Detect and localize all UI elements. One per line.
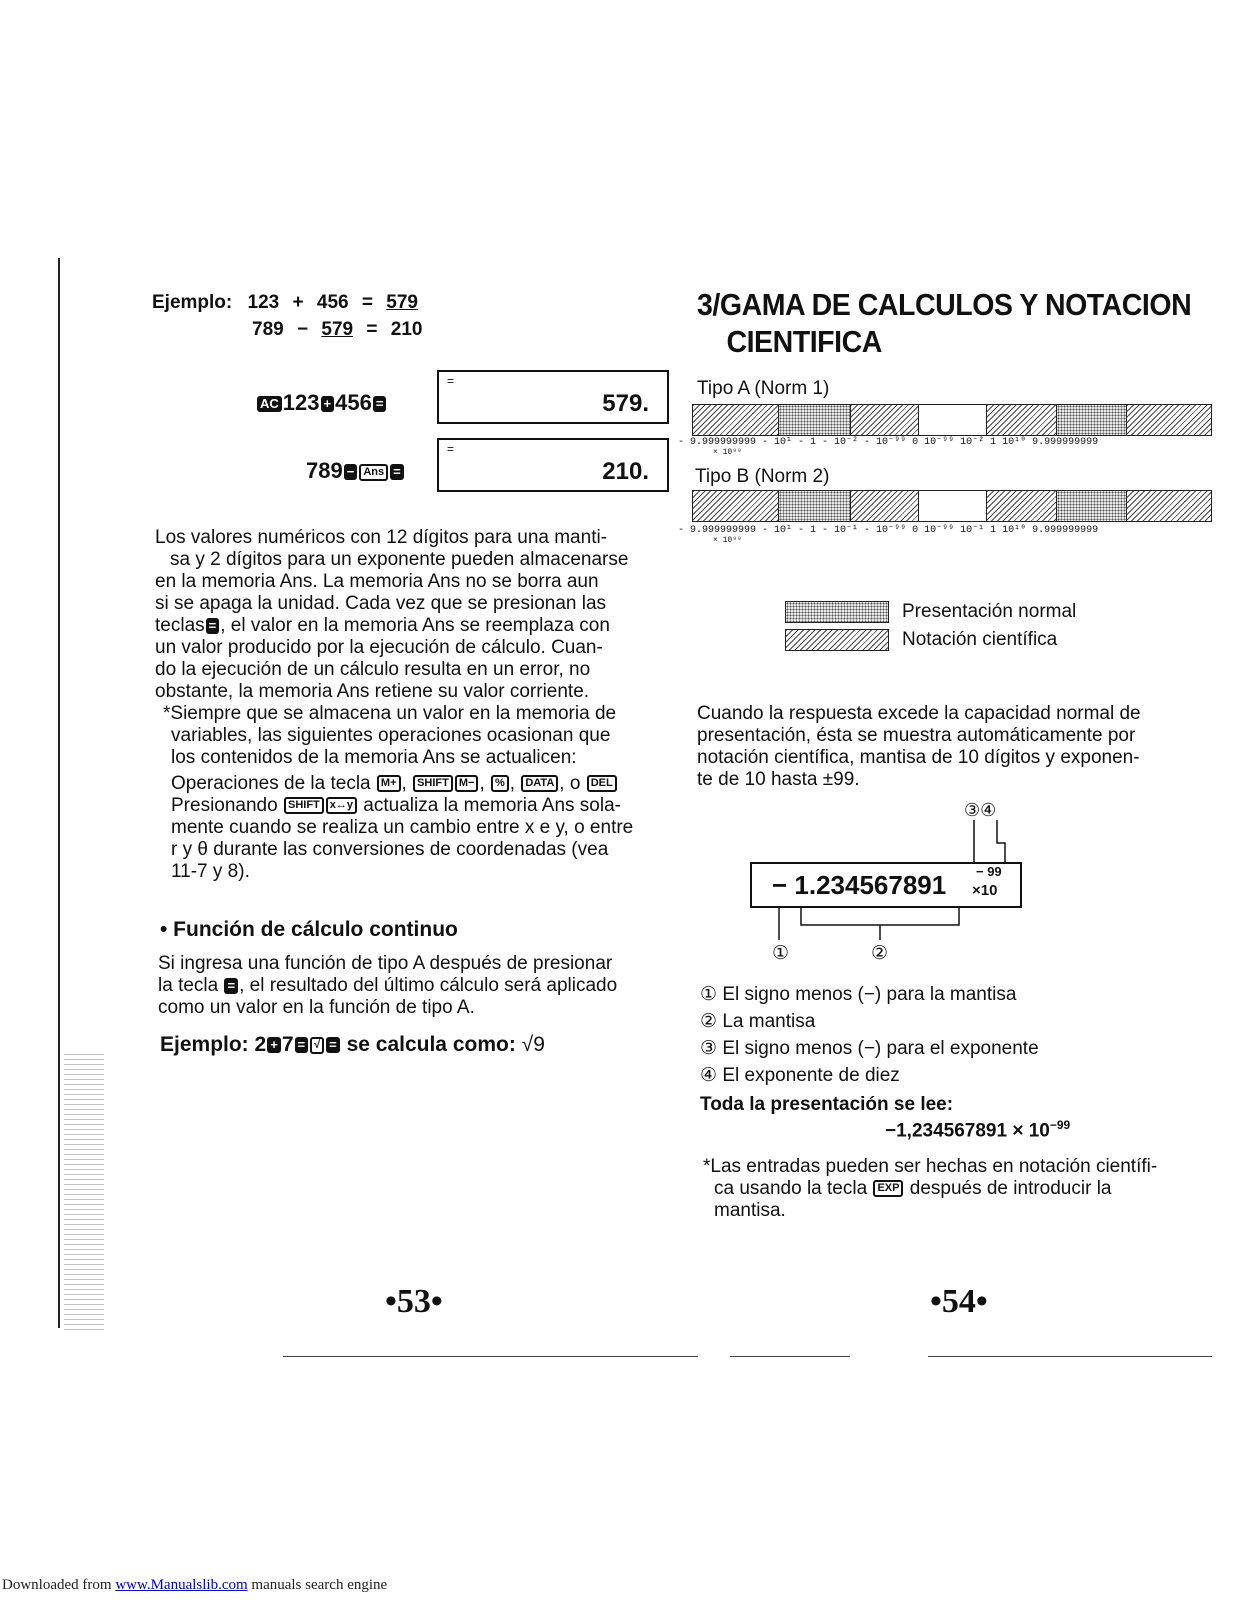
eq1-result: 579: [386, 292, 418, 313]
calculator-display-2: [437, 438, 669, 492]
shift-key-icon: SHIFT: [413, 775, 453, 792]
calculator-display-1: [437, 370, 669, 424]
para-line: notación científica, mantisa de 10 dígitos y exponen-: [697, 747, 1140, 768]
legend-num: ④: [700, 1065, 718, 1086]
callout-2: ②: [871, 943, 889, 964]
legend-item: El signo menos (−) para el exponente: [722, 1038, 1039, 1059]
type-a-scale-sub: × 10⁹⁹: [713, 448, 742, 457]
type-b-scale-sub: × 10⁹⁹: [713, 536, 742, 545]
section-title: [697, 286, 1191, 360]
ops-o: o: [569, 773, 581, 794]
example2-tail: se calcula como:: [346, 1033, 516, 1056]
keys1-n2: 456: [335, 390, 372, 415]
legend-num: ①: [700, 984, 718, 1005]
para1-line: en la memoria Ans. La memoria Ans no se borra aun: [155, 571, 599, 592]
press-line: mente cuando se realiza un cambio entre x e y, o entre: [171, 817, 634, 838]
read-value-text: −1,234567891 × 10: [885, 1120, 1050, 1142]
legend-item: El signo menos (−) para la mantisa: [722, 984, 1017, 1005]
note-line: ca usando la tecla: [714, 1178, 868, 1199]
example2-result: √9: [521, 1033, 545, 1056]
bullet-paragraph: *Siempre que se almacena un valor en la memoria de variables, las siguientes operaciones ocasionan que los contenidos de la memoria Ans se actualicen: Operaciones de la tecla M+ , SHIFT M− , % , DATA , o DEL Presionando SHIFT x↔y actualiza la memoria Ans sola- mente cuando se realiza un cambio entre x e y, o entre r y θ durante las conversiones de coordenadas (vea 11-7 y 8).: [163, 703, 678, 883]
plus-key-icon: +: [267, 1037, 281, 1053]
para1-line: do la ejecución de un cálculo resulta en un error, no: [155, 659, 591, 680]
ops-line: Operaciones de la tecla: [171, 773, 371, 794]
para1-line: el valor en la memoria Ans se reemplaza con: [230, 615, 610, 636]
eq2-b: 579: [321, 319, 354, 340]
continuous-calc-paragraph: Si ingresa una función de tipo A después de presionar la tecla = , el resultado del último cálculo será aplicado como un valor en la función de tipo A.: [158, 953, 678, 1019]
data-key-icon: DATA: [521, 775, 558, 792]
para1-line: obstante, la memoria Ans retiene su valor corriente.: [155, 681, 590, 702]
para2-line: Si ingresa una función de tipo A después de presionar: [158, 953, 613, 974]
legend-swatch-normal: [785, 601, 889, 623]
legend-num: ③: [700, 1038, 718, 1059]
bullet1-line: variables, las siguientes operaciones ocasionan que: [171, 725, 611, 746]
page-number-left: •53•: [385, 1283, 443, 1320]
percent-key-icon: %: [491, 775, 509, 792]
sci-exponent: − 99: [976, 864, 1002, 879]
example2-n2: 7: [281, 1033, 294, 1056]
legend-normal: Presentación normal: [902, 601, 1077, 622]
plus-key-icon: +: [321, 396, 335, 412]
type-b-scale: - 9.999999999 - 10¹ - 1 - 10⁻¹ - 10⁻⁹⁹ 0 10⁻⁹⁹ 10⁻¹ 1 10¹⁰ 9.999999999: [678, 525, 1099, 536]
eq1-b: 456: [316, 292, 349, 313]
note-line: *Las entradas pueden ser hechas en notación científi-: [703, 1156, 1158, 1177]
read-label: Toda la presentación se lee:: [700, 1094, 954, 1115]
callout-1: ①: [772, 943, 790, 964]
key-sequence-2: [306, 458, 405, 484]
exp-key-icon: EXP: [873, 1180, 903, 1197]
equals-key-icon: =: [326, 1037, 340, 1053]
sci-mantissa: − 1.234567891: [772, 870, 947, 900]
callout-3: ③: [964, 800, 981, 820]
para1-line: teclas: [155, 615, 205, 636]
eq1-op: +: [292, 292, 304, 313]
equals-key-icon: =: [206, 618, 220, 634]
ac-key-icon: AC: [257, 396, 282, 412]
entry-note: [703, 1156, 1213, 1222]
equals-key-icon: =: [390, 464, 404, 480]
para-line: Cuando la respuesta excede la capacidad normal de: [697, 703, 1141, 724]
example-line-2: [252, 319, 422, 341]
keys1-n1: 123: [282, 390, 320, 415]
type-a-scale: - 9.999999999 - 10¹ - 1 - 10⁻² - 10⁻⁹⁹ 0 10⁻⁹⁹ 10⁻² 1 10¹⁰ 9.999999999: [678, 437, 1099, 448]
press-line: Presionando: [171, 795, 278, 816]
para1-line: Los valores numéricos con 12 dígitos para una manti-: [155, 527, 608, 548]
example-line-1: [152, 292, 418, 314]
display-eq-indicator: =: [447, 442, 455, 456]
equals-key-icon: =: [224, 978, 238, 994]
eq1-eq: =: [361, 292, 373, 313]
m-minus-key-icon: M−: [455, 775, 479, 792]
title-line-1: 3/GAMA DE CALCULOS Y NOTACION: [697, 287, 1192, 322]
download-footer: [2, 1577, 387, 1594]
binding-texture: [64, 1050, 104, 1330]
para-line: te de 10 hasta ±99.: [697, 769, 860, 790]
bullet1-line: *Siempre que se almacena un valor en la memoria de: [163, 703, 617, 724]
minus-key-icon: −: [344, 464, 358, 480]
display-value-2: 210.: [602, 458, 649, 485]
press-line: 11-7 y 8).: [171, 861, 250, 882]
manualslib-link[interactable]: www.Manualslib.com: [115, 1577, 248, 1593]
note-line: mantisa.: [714, 1200, 786, 1221]
display-eq-indicator: =: [447, 374, 455, 388]
eq2-eq: =: [366, 319, 378, 340]
eq2-a: 789: [252, 319, 284, 340]
del-key-icon: DEL: [587, 775, 617, 792]
press-line: r y θ durante las conversiones de coordenadas (vea: [171, 839, 609, 860]
example2-n1: 2: [254, 1033, 267, 1056]
legend-num: ②: [700, 1011, 718, 1032]
section-heading: • Función de cálculo continuo: [160, 918, 458, 941]
binding-edge: [58, 258, 60, 1328]
xy-swap-key-icon: x↔y: [326, 797, 357, 814]
page-number-right: •54•: [930, 1283, 988, 1320]
shift-key-icon: SHIFT: [284, 797, 324, 814]
eq2-op: −: [296, 319, 309, 340]
note-line: después de introducir la: [909, 1178, 1112, 1199]
read-value: [885, 1114, 1070, 1142]
callout-legend: [700, 984, 1039, 1087]
footer-prefix: Downloaded from: [2, 1577, 116, 1593]
para1-line: un valor producido por la ejecución de cálculo. Cuan-: [155, 637, 603, 658]
title-line-2: CIENTIFICA: [726, 324, 882, 359]
press-line: actualiza la memoria Ans sola-: [363, 795, 621, 816]
divider-mid: [730, 1356, 850, 1357]
bullet1-line: los contenidos de la memoria Ans se actualicen:: [171, 747, 577, 768]
equals-key-icon: =: [373, 396, 387, 412]
para-line: presentación, ésta se muestra automáticamente por: [697, 725, 1136, 746]
footer-suffix: manuals search engine: [247, 1577, 388, 1593]
read-value-exp: −99: [1049, 1118, 1071, 1132]
para2-line: el resultado del último cálculo será aplicado: [249, 975, 618, 996]
type-b-label: Tipo B (Norm 2): [695, 466, 830, 487]
legend-item: El exponente de diez: [722, 1065, 900, 1086]
para1-line: si se apaga la unidad. Cada vez que se presionan las: [155, 593, 607, 614]
eq1-a: 123: [247, 292, 280, 313]
legend-item: La mantisa: [722, 1011, 816, 1032]
example2-label: Ejemplo:: [160, 1033, 249, 1056]
ans-key-icon: Ans: [359, 464, 388, 481]
ans-memory-paragraph: Los valores numéricos con 12 dígitos para una manti- sa y 2 dígitos para un exponente pueden almacenarse en la memoria Ans. La memoria Ans no se borra aun si se apaga la unidad. Cada vez que se presionan las teclas = , el valor en la memoria Ans se reemplaza con un valor producido por la ejecución de cálculo. Cuan- do la ejecución de un cálculo resulta en un error, no obstante, la memoria Ans retiene su valor corriente.: [155, 527, 675, 703]
scientific-display: [750, 862, 1022, 908]
sqrt-key-icon: √: [310, 1037, 324, 1054]
keys2-n1: 789: [306, 458, 343, 483]
legend-sci: Notación científica: [902, 629, 1058, 650]
sci-notation-paragraph: [697, 703, 1217, 791]
para1-line: sa y 2 dígitos para un exponente pueden almacenarse: [170, 549, 629, 570]
example-2: [160, 1033, 545, 1057]
divider-right: [928, 1356, 1212, 1357]
display-value-1: 579.: [602, 390, 649, 417]
eq2-result: 210: [390, 319, 423, 340]
legend-swatch-sci: [785, 629, 889, 651]
sci-x10: ×10: [972, 882, 998, 899]
example-label: Ejemplo:: [152, 292, 233, 313]
key-sequence-1: [256, 390, 387, 416]
divider-left: [283, 1356, 698, 1357]
para2-line: como un valor en la función de tipo A.: [158, 997, 475, 1018]
type-a-label: Tipo A (Norm 1): [697, 378, 830, 399]
m-plus-key-icon: M+: [377, 775, 401, 792]
callout-4: ④: [980, 800, 997, 820]
para2-line: la tecla: [158, 975, 219, 996]
equals-key-icon: =: [295, 1037, 309, 1053]
